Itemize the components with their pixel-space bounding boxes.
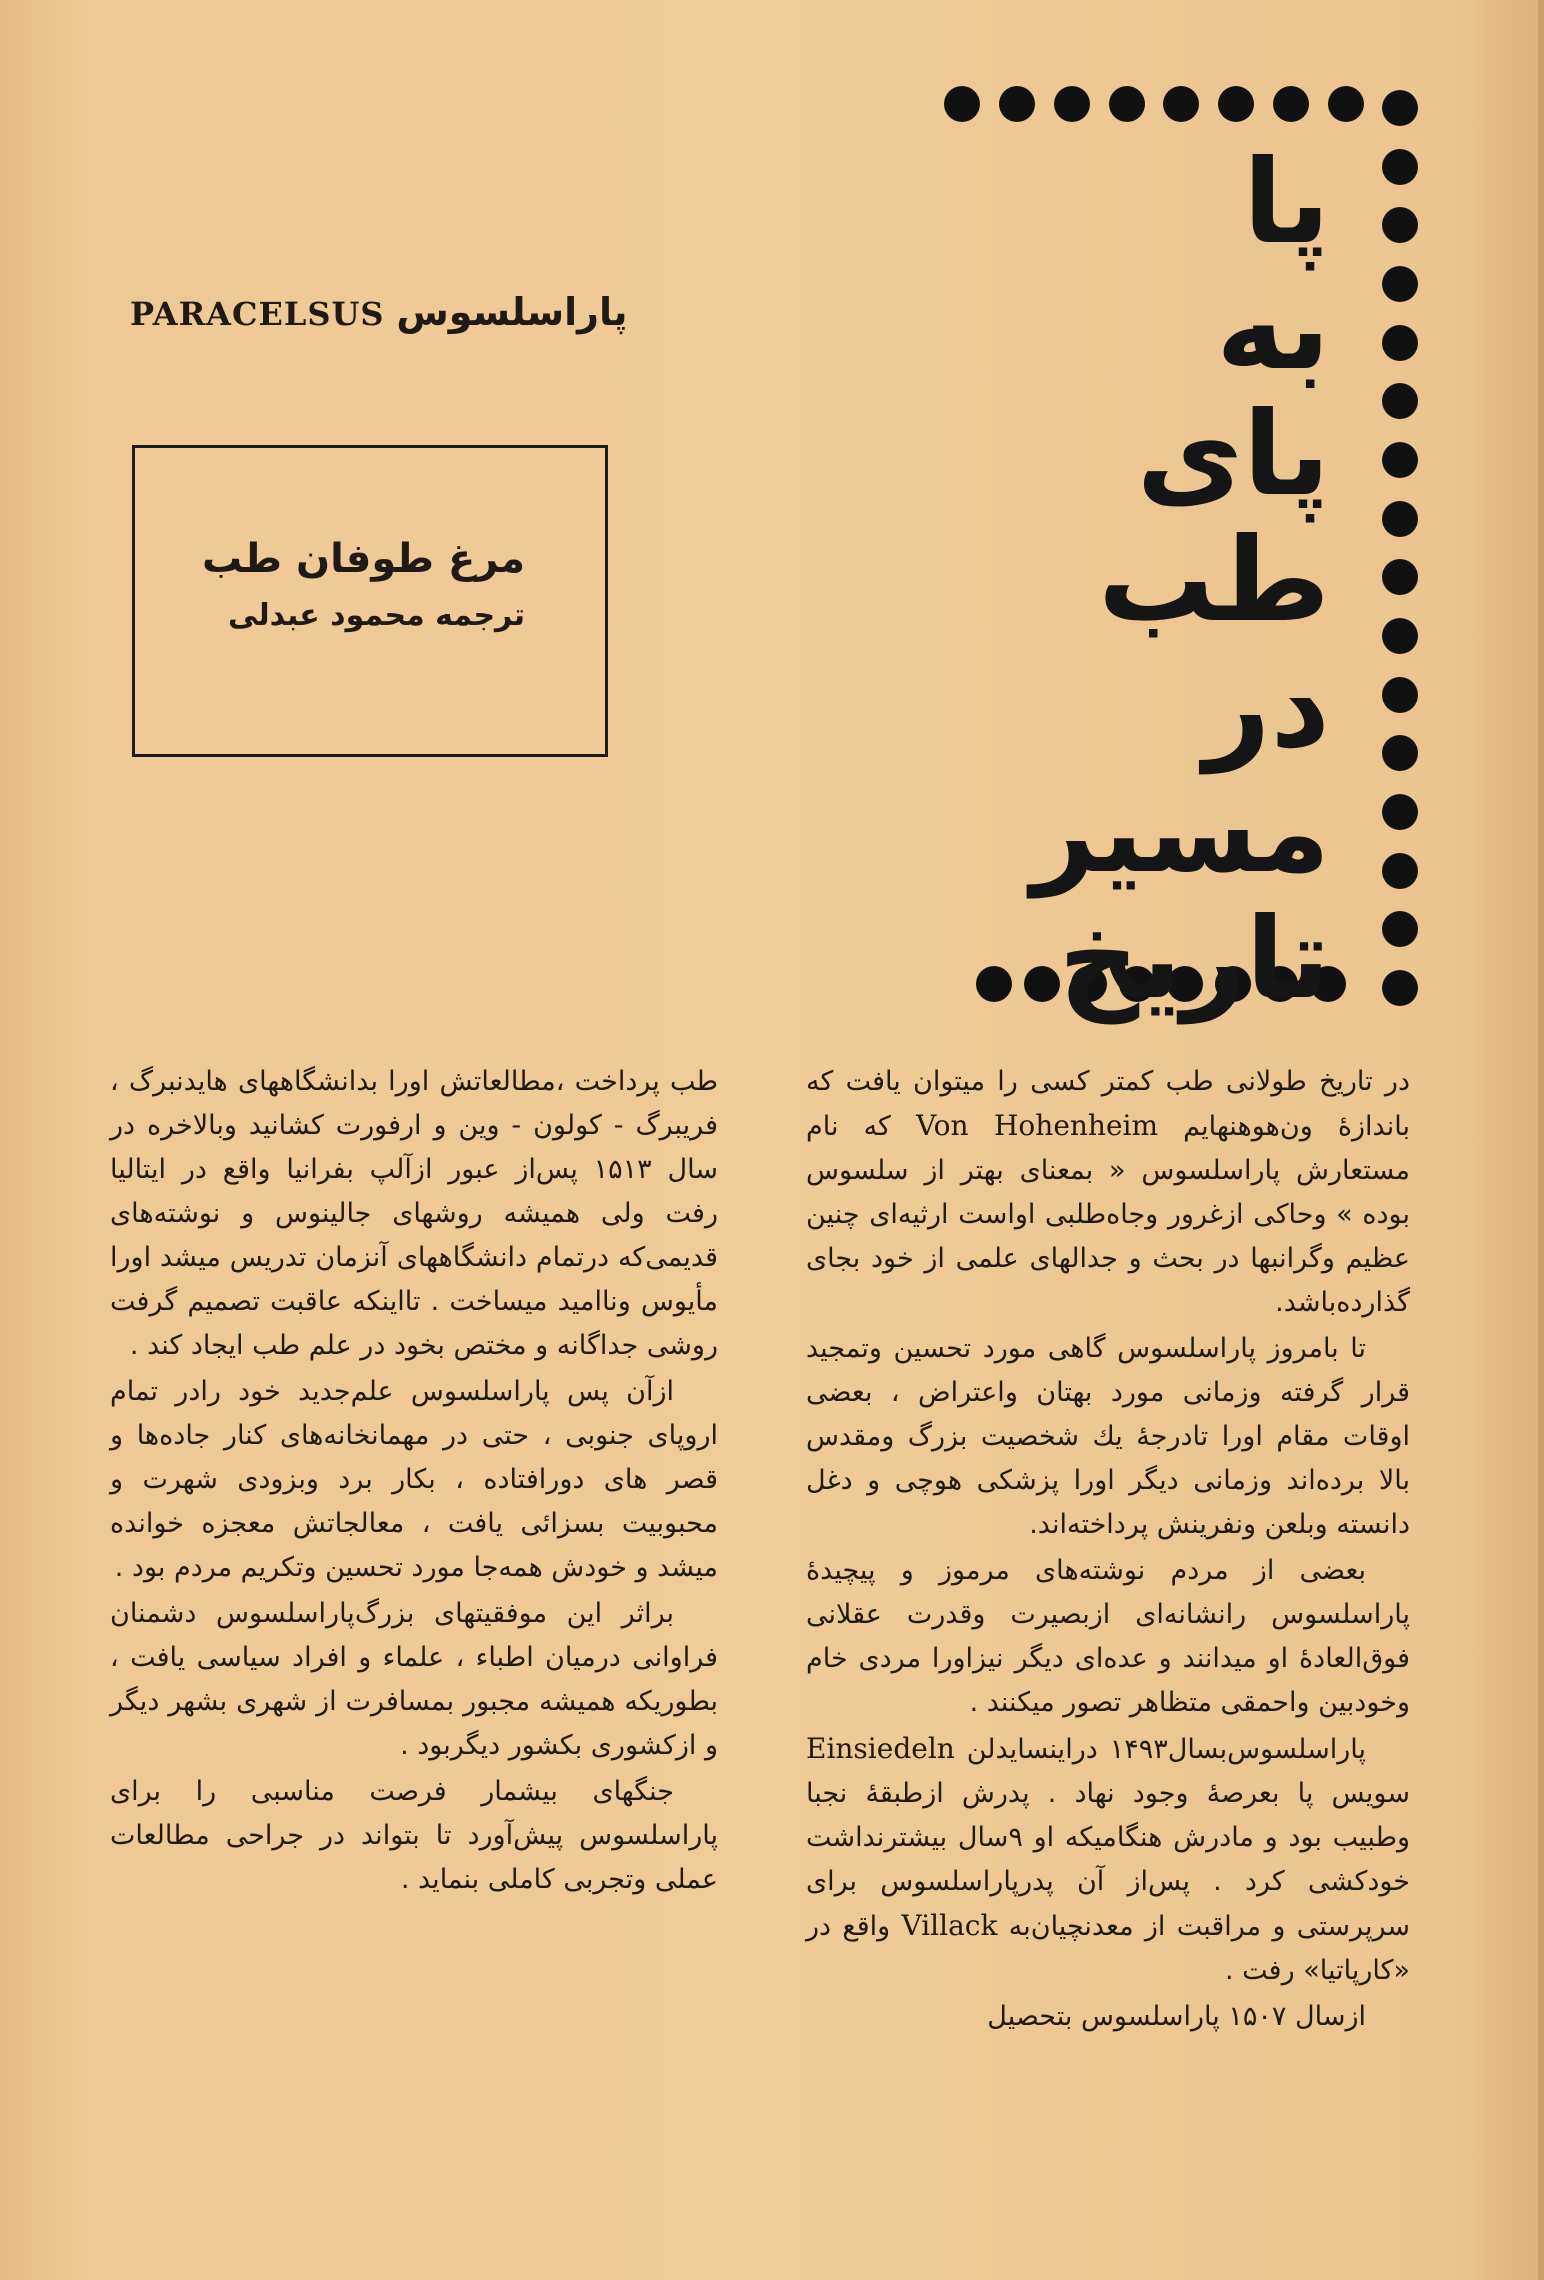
paragraph-text: ازآن پس پاراسلسوس علم‌جدید خود رادر تمام اروپای جنوبی ، حتی در مهمانخانه‌های کنار جاده‌ها و قصر های دورافتاده ، بکار برد وبزودی شهرت و محبوبیت بسزائی یافت ، معالجاتش معجزه خوانده میشد و خودش همه‌جا مورد تحسین وتکریم مردم بود . <box>110 1376 718 1583</box>
paragraph-text: ازسال ۱۵۰۷ پاراسلسوس بتحصیل <box>987 2001 1366 2032</box>
paragraph-text: واقع در «کارپاتیا» رفت . <box>806 1911 1410 1986</box>
ornament-dot <box>999 86 1035 122</box>
ornament-dot <box>1382 677 1418 713</box>
paragraph-text: تا بامروز پاراسلسوس گاهی مورد تحسین وتمجید قرار گرفته وزمانی مورد بهتان واعتراض ، بعضی اوقات مقام اورا تادرجهٔ یك شخصیت بزرگ ومقدس بالا برده‌اند وزمانی دیگر اورا پزشکی هوچی و دغل دانسته وبلعن ونفرینش پرداخته‌اند. <box>806 1333 1410 1540</box>
paragraph-text: سویس پا بعرصهٔ وجود نهاد . پدرش ازطبقهٔ نجبا وطبیب بود و مادرش هنگامیکه او ۹سال بیشترنداشت خودکشی کرد . پس‌از آن پدرپاراسلسوس برای سرپرستی و مراقبت از معدنچیان‌به <box>806 1778 1411 1942</box>
paragraph <box>110 1592 718 1768</box>
title-line-6: مسیر تاریخ <box>1031 768 1330 1024</box>
page-edge <box>1538 0 1544 2280</box>
ornament-dot <box>1218 86 1254 122</box>
paragraph-text: جنگهای بیشمار فرصت مناسبی را برای پاراسلسوس پیش‌آورد تا بتواند در جراحی مطالعات عملی وتجربی کاملی بنماید . <box>110 1776 718 1895</box>
ornament-dot <box>944 86 980 122</box>
title-line-1: پا <box>1242 135 1330 270</box>
dot-row-top <box>944 86 1364 122</box>
ornament-dot <box>1382 383 1418 419</box>
latin-name: Villack <box>901 1909 998 1942</box>
paragraph-text: در تاریخ طولانی طب کمتر کسی را میتوان یافت که باندازهٔ ون‌هوهنهایم <box>806 1066 1410 1142</box>
ornament-dot <box>1382 90 1418 126</box>
title-line-4: طب <box>1097 513 1330 648</box>
article-title <box>880 135 1330 1024</box>
latin-name: Von Hohenheim <box>916 1109 1159 1142</box>
paragraph-text: پاراسلسوس‌بسال۱۴۹۳ دراینسایدلن <box>966 1734 1366 1765</box>
ornament-dot <box>1382 618 1418 654</box>
ornament-dot <box>1054 86 1090 122</box>
subject-name-persian: پاراسلسوس <box>396 290 628 334</box>
paragraph-text: براثر این موفقیتهای بزرگ‌پاراسلسوس دشمنان فراوانی درمیان اطباء ، علماء و افراد سیاسی یافت ، بطوریکه همیشه مجبور بمسافرت از شهری بشهر دیگر و ازکشوری بکشور دیگربود . <box>110 1598 718 1761</box>
paragraph <box>806 1727 1410 1993</box>
ornament-dot <box>1163 86 1199 122</box>
paragraph-text: طب پرداخت ،مطالعاتش اورا بدانشگاههای هایدنبرگ ، فریبرگ - کولون - وین و ارفورت کشانید وبالاخره در سال ۱۵۱۳ پس‌از عبور ازآلپ بفرانیا واقع در ایتالیا رفت ولی همیشه روشهای جالینوس و نوشته‌های قدیمی‌که درتمام دانشگاههای آنزمان تدریس میشد اورا مأیوس وناامید میساخت . تااینکه عاقبت تصمیم گرفت روشی جداگانه و مختص بخود در علم طب ایجاد کند . <box>110 1066 718 1361</box>
paragraph <box>806 1549 1410 1725</box>
ornament-dot <box>1382 266 1418 302</box>
title-line-3: پای <box>1136 387 1330 522</box>
dot-column-right <box>1380 90 1420 1006</box>
ornament-dot <box>1382 325 1418 361</box>
ornament-dot <box>1382 149 1418 185</box>
text-column-left <box>110 1060 718 1904</box>
ornament-dot <box>1382 794 1418 830</box>
ornament-dot <box>1382 559 1418 595</box>
paragraph <box>806 1995 1410 2039</box>
paragraph <box>110 1770 718 1902</box>
paragraph-text: بعضی از مردم نوشته‌های مرموز و پیچیدهٔ پاراسلسوس رانشانه‌ای ازبصیرت وقدرت عقلانی فوق‌العادهٔ او میدانند و عده‌ای دیگر نیزاورا مردی خام وخودبین واحمقی متظاهر تصور میکنند . <box>806 1555 1410 1718</box>
title-line-5: در <box>1203 639 1330 774</box>
latin-name: Einsiedeln <box>806 1732 955 1765</box>
ornament-dot <box>1382 735 1418 771</box>
article-title-box <box>132 445 608 757</box>
ornament-dot <box>1382 207 1418 243</box>
text-column-right <box>806 1060 1410 2041</box>
paragraph-text: که نام مستعارش پاراسلسوس « بمعنای بهتر از سلسوس بوده » وحاکی ازغرور وجاه‌طلبی اواست ارثیه‌ای چنین عظیم وگرانبها در بحث و جدالهای علمی از خود بجای گذارده‌باشد. <box>806 1111 1410 1318</box>
title-line-2: به <box>1216 261 1330 396</box>
paragraph <box>806 1327 1410 1547</box>
ornament-dot <box>1382 911 1418 947</box>
ornament-dot <box>1382 853 1418 889</box>
ornament-dot <box>1382 970 1418 1006</box>
box-title: مرغ طوفان طب <box>202 536 525 582</box>
paragraph <box>806 1060 1410 1325</box>
ornament-dot <box>1109 86 1145 122</box>
paragraph <box>110 1060 718 1368</box>
ornament-dot <box>1328 86 1364 122</box>
ornament-dot <box>1273 86 1309 122</box>
paragraph <box>110 1370 718 1590</box>
ornament-dot <box>1382 442 1418 478</box>
ornament-dot <box>1382 501 1418 537</box>
subject-heading <box>130 290 630 334</box>
subject-name-latin: PARACELSUS <box>130 295 385 333</box>
box-translator: ترجمه محمود عبدلی <box>228 598 525 633</box>
